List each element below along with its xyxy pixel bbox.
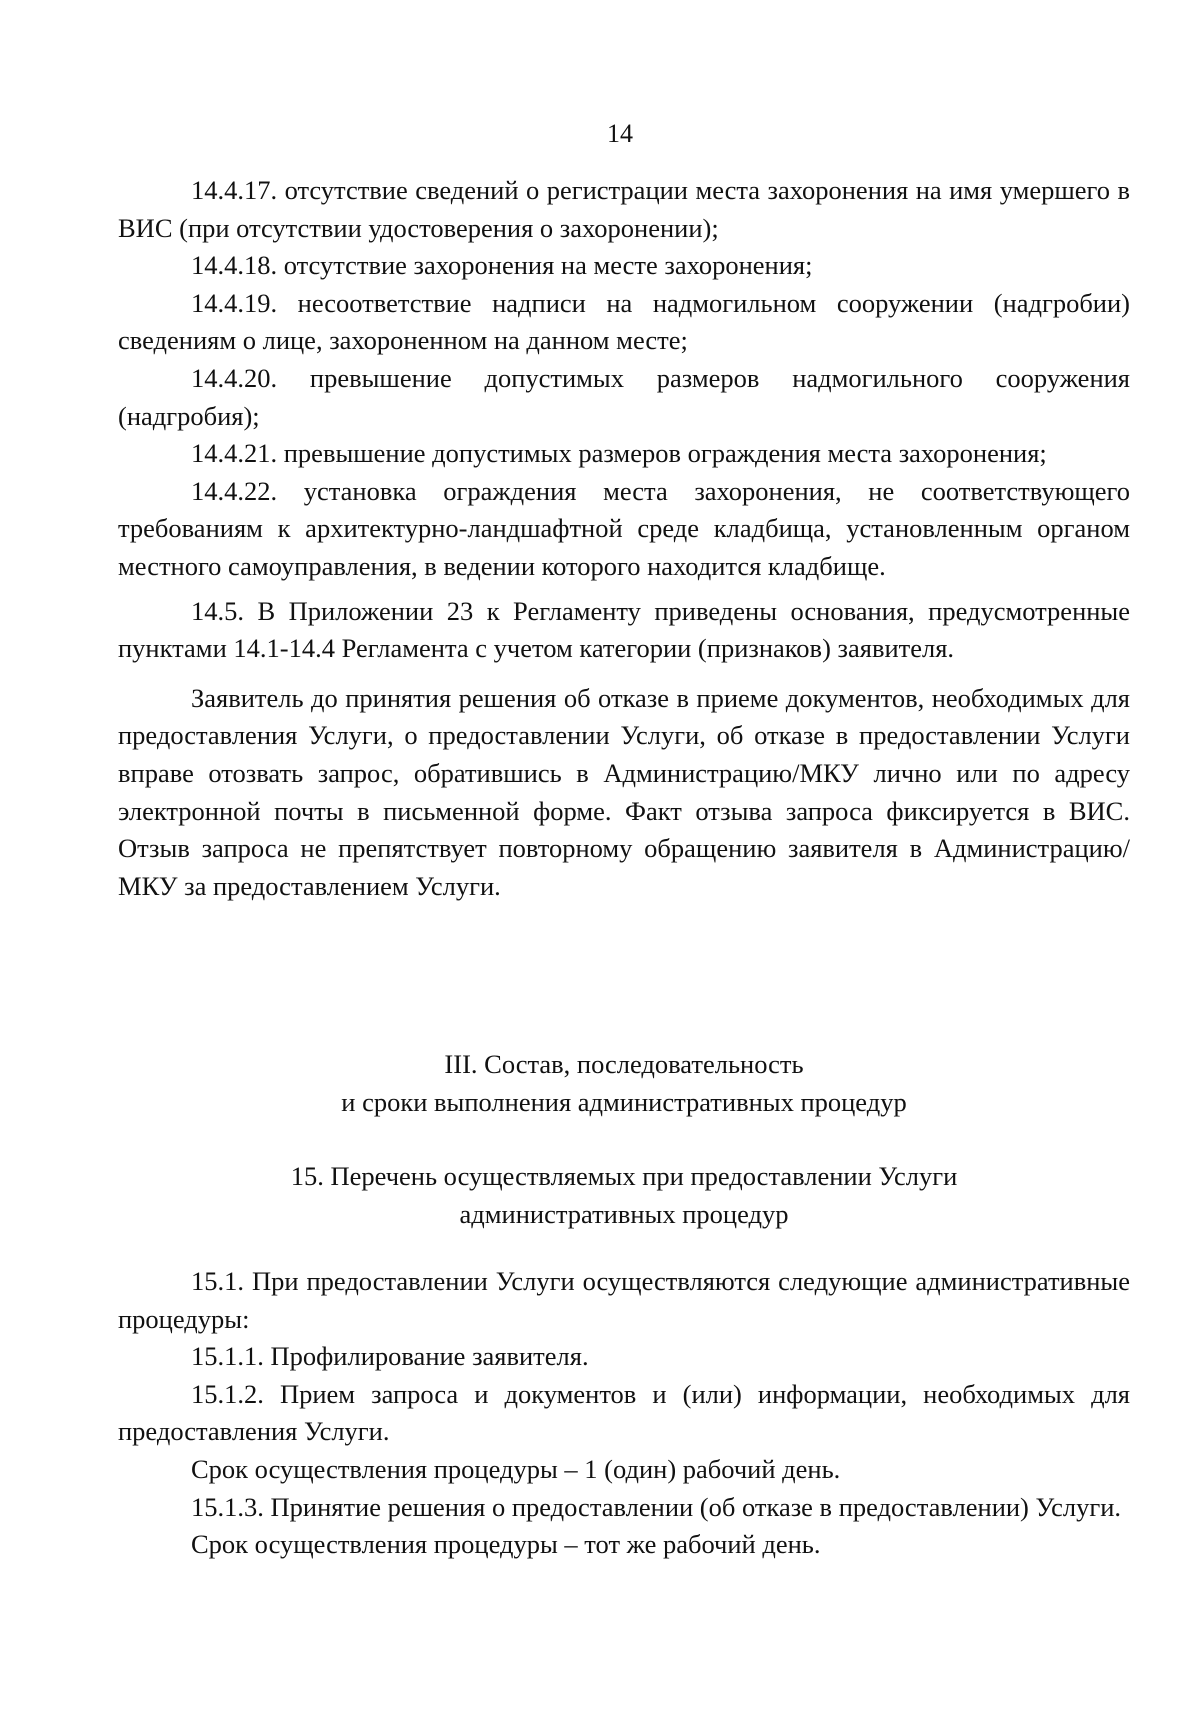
paragraph-14-4-20: 14.4.20. превышение допустимых размеров надмогильного сооружения (надгробия); xyxy=(118,362,1130,431)
paragraph-14-5: 14.5. В Приложении 23 к Регламенту приведены основания, предусмотренные пунктами 14.1-14.4 Регламента с учетом категории (признаков) заявителя. xyxy=(118,595,1130,664)
paragraph-14-4-19: 14.4.19. несоответствие надписи на надмогильном сооружении (надгробии) сведениям о лице, захороненном на данном месте; xyxy=(118,287,1130,356)
subsection-heading xyxy=(118,1157,1130,1233)
paragraph-15-1-3: 15.1.3. Принятие решения о предоставлении (об отказе в предоставлении) Услуги. xyxy=(191,1491,1121,1522)
paragraph-15-1-2: 15.1.2. Прием запроса и документов и (или) информации, необходимых для предоставления Услуги. xyxy=(118,1378,1130,1447)
page-number: 14 xyxy=(607,119,633,148)
subsection-heading-line-1: 15. Перечень осуществляемых при предоставлении Услуги xyxy=(290,1161,958,1191)
paragraph-15-1: 15.1. При предоставлении Услуги осуществляются следующие административные процедуры: xyxy=(118,1266,1130,1334)
body-text-top xyxy=(118,172,1130,905)
paragraph-term-2: Срок осуществления процедуры – тот же рабочий день. xyxy=(191,1529,821,1560)
section-heading xyxy=(118,1045,1130,1121)
paragraph-14-4-18: 14.4.18. отсутствие захоронения на месте захоронения; xyxy=(191,250,813,281)
subsection-heading-line-2: административных процедур xyxy=(459,1199,789,1229)
paragraph-term-1: Срок осуществления процедуры – 1 (один) рабочий день. xyxy=(191,1453,841,1484)
paragraph-14-4-17: 14.4.17. отсутствие сведений о регистрации места захоронения на имя умершего в ВИС (при отсутствии удостоверения о захоронении); xyxy=(118,175,1130,243)
paragraph-14-4-22: 14.4.22. установка ограждения места захоронения, не соответствующего требованиям к архитектурно-ландшафтной среде кладбища, установленным органом местного самоуправления, в ведении которого находится кладбище. xyxy=(118,475,1130,581)
paragraph-14-4-21: 14.4.21. превышение допустимых размеров ограждения места захоронения; xyxy=(191,438,1047,469)
section-heading-line-2: и сроки выполнения административных процедур xyxy=(341,1087,907,1117)
body-text-bottom xyxy=(118,1263,1130,1564)
section-heading-line-1: III. Состав, последовательность xyxy=(444,1049,804,1079)
paragraph-withdrawal: Заявитель до принятия решения об отказе в приеме документов, необходимых для предоставления Услуги, о предоставлении Услуги, об отказе в предоставлении Услуги вправе отозвать запрос, обратившись в Администрацию/МКУ лично или по адресу электронной почты в письменной форме. Факт отзыва запроса фиксируется в ВИС. Отзыв запроса не препятствует повторному обращению заявителя в Администрацию/МКУ за предоставлением Услуги. xyxy=(118,682,1130,901)
paragraph-15-1-1: 15.1.1. Профилирование заявителя. xyxy=(191,1341,589,1372)
